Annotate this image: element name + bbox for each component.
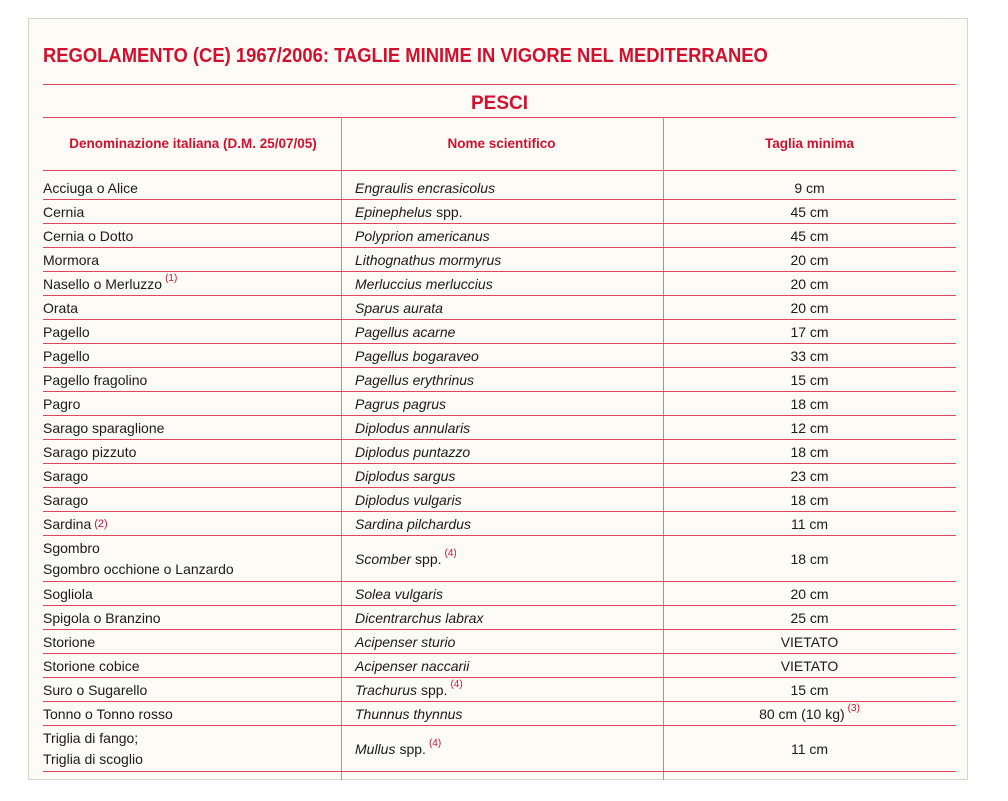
italian-name: Triglia di fango; [43, 729, 139, 746]
table-row [43, 606, 956, 630]
scientific-name: Acipenser naccarii [355, 657, 470, 674]
scientific-name-cell [355, 464, 667, 487]
minimum-size-cell [663, 440, 956, 463]
minimum-size: 20 cm [790, 251, 829, 268]
header-bottom-divider [43, 170, 956, 171]
minimum-size-cell [663, 416, 956, 439]
italian-name-cell [43, 200, 338, 223]
scientific-name: Acipenser sturio [355, 633, 456, 650]
minimum-size: 18 cm [790, 443, 829, 460]
italian-name-cell [43, 512, 338, 535]
scientific-name-cell [355, 488, 667, 511]
table-row [43, 654, 956, 678]
table-row [43, 702, 956, 726]
italian-name-cell [43, 416, 338, 439]
scientific-name: Pagrus pagrus [355, 395, 447, 412]
species-suffix: spp. [399, 740, 426, 757]
scientific-name: Polyprion americanus [355, 227, 490, 244]
minimum-size-cell [663, 344, 956, 367]
minimum-size-cell [663, 582, 956, 605]
minimum-size: 23 cm [790, 467, 829, 484]
minimum-size: 15 cm [790, 681, 829, 698]
table-row [43, 512, 956, 536]
italian-name-cell [43, 606, 338, 629]
minimum-size-cell [663, 536, 956, 581]
minimum-size: 25 cm [790, 609, 829, 626]
italian-name-cell [43, 368, 338, 391]
minimum-size: 80 cm (10 kg) [759, 705, 845, 722]
italian-name-cell [43, 224, 338, 247]
minimum-size: 20 cm [790, 275, 829, 292]
scientific-name: Diplodus sargus [355, 467, 456, 484]
minimum-size-cell [663, 488, 956, 511]
minimum-size: VIETATO [780, 633, 839, 650]
italian-name: Sardina [43, 515, 92, 532]
footnote-ref: (1) [165, 273, 178, 284]
species-suffix: spp. [436, 203, 463, 220]
scientific-name: Merluccius merluccius [355, 275, 493, 292]
scientific-name-cell [355, 200, 667, 223]
regulation-panel [28, 18, 968, 780]
minimum-size-cell [663, 320, 956, 343]
scientific-name-cell [355, 702, 667, 725]
minimum-size-cell [663, 392, 956, 415]
minimum-size: 18 cm [790, 395, 829, 412]
scientific-name-cell [355, 606, 667, 629]
scientific-name-cell [355, 582, 667, 605]
scientific-name-cell [355, 176, 667, 199]
minimum-size: 20 cm [790, 585, 829, 602]
table-row [43, 200, 956, 224]
species-table [43, 176, 956, 772]
italian-name-cell [43, 440, 338, 463]
minimum-size: 45 cm [790, 227, 829, 244]
column-header-scientific-name: Nome scientifico [447, 136, 556, 151]
italian-name-cell [43, 296, 338, 319]
minimum-size: 12 cm [790, 419, 829, 436]
minimum-size: 18 cm [790, 491, 829, 508]
scientific-name-cell [355, 654, 667, 677]
minimum-size: VIETATO [780, 657, 839, 674]
minimum-size-cell [663, 726, 956, 771]
footnote-ref: (3) [847, 703, 860, 714]
table-row [43, 224, 956, 248]
italian-name: Sarago [43, 467, 89, 484]
minimum-size: 33 cm [790, 347, 829, 364]
minimum-size: 45 cm [790, 203, 829, 220]
table-row [43, 488, 956, 512]
scientific-name: Dicentrarchus labrax [355, 609, 484, 626]
minimum-size: 18 cm [790, 550, 829, 567]
scientific-name: Pagellus acarne [355, 323, 456, 340]
footnote-ref: (4) [428, 738, 442, 749]
italian-name: Pagello fragolino [43, 371, 148, 388]
species-suffix: spp. [420, 681, 448, 698]
italian-name-cell [43, 464, 338, 487]
column-header-italian-name: Denominazione italiana (D.M. 25/07/05) [69, 136, 317, 151]
italian-name-lines [43, 728, 143, 770]
table-row [43, 416, 956, 440]
table-row [43, 344, 956, 368]
italian-name-alt: Triglia di scoglio [43, 750, 143, 767]
minimum-size: 9 cm [794, 179, 825, 196]
italian-name-cell [43, 176, 338, 199]
italian-name-cell [43, 536, 338, 581]
scientific-name: Scomber [355, 550, 412, 567]
scientific-name-cell [355, 726, 667, 771]
table-row [43, 248, 956, 272]
table-row [43, 296, 956, 320]
scientific-name: Diplodus vulgaris [355, 491, 462, 508]
scientific-name-cell [355, 416, 667, 439]
table-row [43, 176, 956, 200]
scientific-name-cell [355, 440, 667, 463]
scientific-name: Trachurus [355, 681, 417, 698]
footnote-ref: (4) [444, 548, 457, 559]
minimum-size: 20 cm [790, 299, 829, 316]
italian-name: Pagello [43, 347, 90, 364]
scientific-name: Diplodus puntazzo [355, 443, 471, 460]
italian-name: Storione cobice [43, 657, 140, 674]
scientific-name: Diplodus annularis [355, 419, 471, 436]
scientific-name: Pagellus erythrinus [355, 371, 475, 388]
title-divider [43, 84, 956, 85]
minimum-size-cell [663, 654, 956, 677]
minimum-size-cell [663, 248, 956, 271]
italian-name: Cernia o Dotto [43, 227, 134, 244]
section-title: PESCI [470, 93, 529, 114]
scientific-name-cell [355, 536, 667, 581]
scientific-name-cell [355, 678, 667, 701]
italian-name: Tonno o Tonno rosso [43, 705, 173, 722]
italian-name: Pagro [43, 395, 81, 412]
table-row [43, 392, 956, 416]
table-row [43, 630, 956, 654]
italian-name-cell [43, 654, 338, 677]
minimum-size-cell [663, 200, 956, 223]
italian-name-lines [43, 538, 234, 580]
scientific-name-cell [355, 320, 667, 343]
italian-name: Acciuga o Alice [43, 179, 138, 196]
italian-name-cell [43, 726, 338, 771]
italian-name-cell [43, 272, 338, 295]
italian-name-alt: Sgombro occhione o Lanzardo [43, 560, 234, 577]
table-row [43, 272, 956, 296]
scientific-name: Lithognathus mormyrus [355, 251, 502, 268]
scientific-name-cell [355, 248, 667, 271]
table-row [43, 440, 956, 464]
italian-name: Suro o Sugarello [43, 681, 148, 698]
footnote-ref: (4) [450, 679, 463, 690]
italian-name: Storione [43, 633, 96, 650]
minimum-size-cell [663, 630, 956, 653]
italian-name-cell [43, 320, 338, 343]
minimum-size-cell [663, 678, 956, 701]
italian-name: Sarago pizzuto [43, 443, 137, 460]
column-header-minimum-size: Taglia minima [764, 136, 855, 151]
minimum-size: 17 cm [790, 323, 829, 340]
italian-name-cell [43, 344, 338, 367]
scientific-name: Sparus aurata [355, 299, 443, 316]
italian-name-cell [43, 582, 338, 605]
table-row [43, 368, 956, 392]
table-row [43, 726, 956, 772]
scientific-name: Solea vulgaris [355, 585, 443, 602]
minimum-size-cell [663, 512, 956, 535]
italian-name: Sarago sparaglione [43, 419, 165, 436]
italian-name: Cernia [43, 203, 85, 220]
minimum-size-cell [663, 606, 956, 629]
page-title: REGOLAMENTO (CE) 1967/2006: TAGLIE MINIME IN VIGORE NEL MEDITERRANEO [43, 45, 768, 67]
table-row [43, 536, 956, 582]
scientific-name-cell [355, 630, 667, 653]
scientific-name: Thunnus thynnus [355, 705, 463, 722]
scientific-name: Pagellus bogaraveo [355, 347, 479, 364]
scientific-name: Sardina pilchardus [355, 515, 471, 532]
italian-name-cell [43, 702, 338, 725]
italian-name: Spigola o Branzino [43, 609, 161, 626]
species-suffix: spp. [415, 550, 442, 567]
italian-name: Orata [43, 299, 79, 316]
italian-name: Sgombro [43, 539, 100, 556]
scientific-name-cell [355, 296, 667, 319]
scientific-name-cell [355, 272, 667, 295]
italian-name-cell [43, 678, 338, 701]
italian-name: Mormora [43, 251, 100, 268]
minimum-size-cell [663, 224, 956, 247]
scientific-name-cell [355, 368, 667, 391]
table-row [43, 582, 956, 606]
footnote-ref: (2) [94, 517, 108, 530]
minimum-size: 11 cm [790, 515, 829, 532]
italian-name: Sarago [43, 491, 89, 508]
italian-name-cell [43, 248, 338, 271]
scientific-name: Mullus [355, 740, 396, 757]
minimum-size: 15 cm [790, 371, 829, 388]
italian-name: Pagello [43, 323, 90, 340]
italian-name: Nasello o Merluzzo [43, 275, 163, 292]
table-row [43, 678, 956, 702]
minimum-size-cell [663, 296, 956, 319]
minimum-size: 11 cm [790, 740, 829, 757]
scientific-name: Epinephelus [355, 203, 433, 220]
table-row [43, 464, 956, 488]
minimum-size-cell [663, 368, 956, 391]
italian-name-cell [43, 630, 338, 653]
italian-name-cell [43, 488, 338, 511]
minimum-size-cell [663, 702, 956, 725]
scientific-name: Engraulis encrasicolus [355, 179, 496, 196]
italian-name: Sogliola [43, 585, 93, 602]
italian-name-cell [43, 392, 338, 415]
scientific-name-cell [355, 224, 667, 247]
minimum-size-cell [663, 272, 956, 295]
minimum-size-cell [663, 176, 956, 199]
scientific-name-cell [355, 392, 667, 415]
minimum-size-cell [663, 464, 956, 487]
scientific-name-cell [355, 512, 667, 535]
scientific-name-cell [355, 344, 667, 367]
table-row [43, 320, 956, 344]
